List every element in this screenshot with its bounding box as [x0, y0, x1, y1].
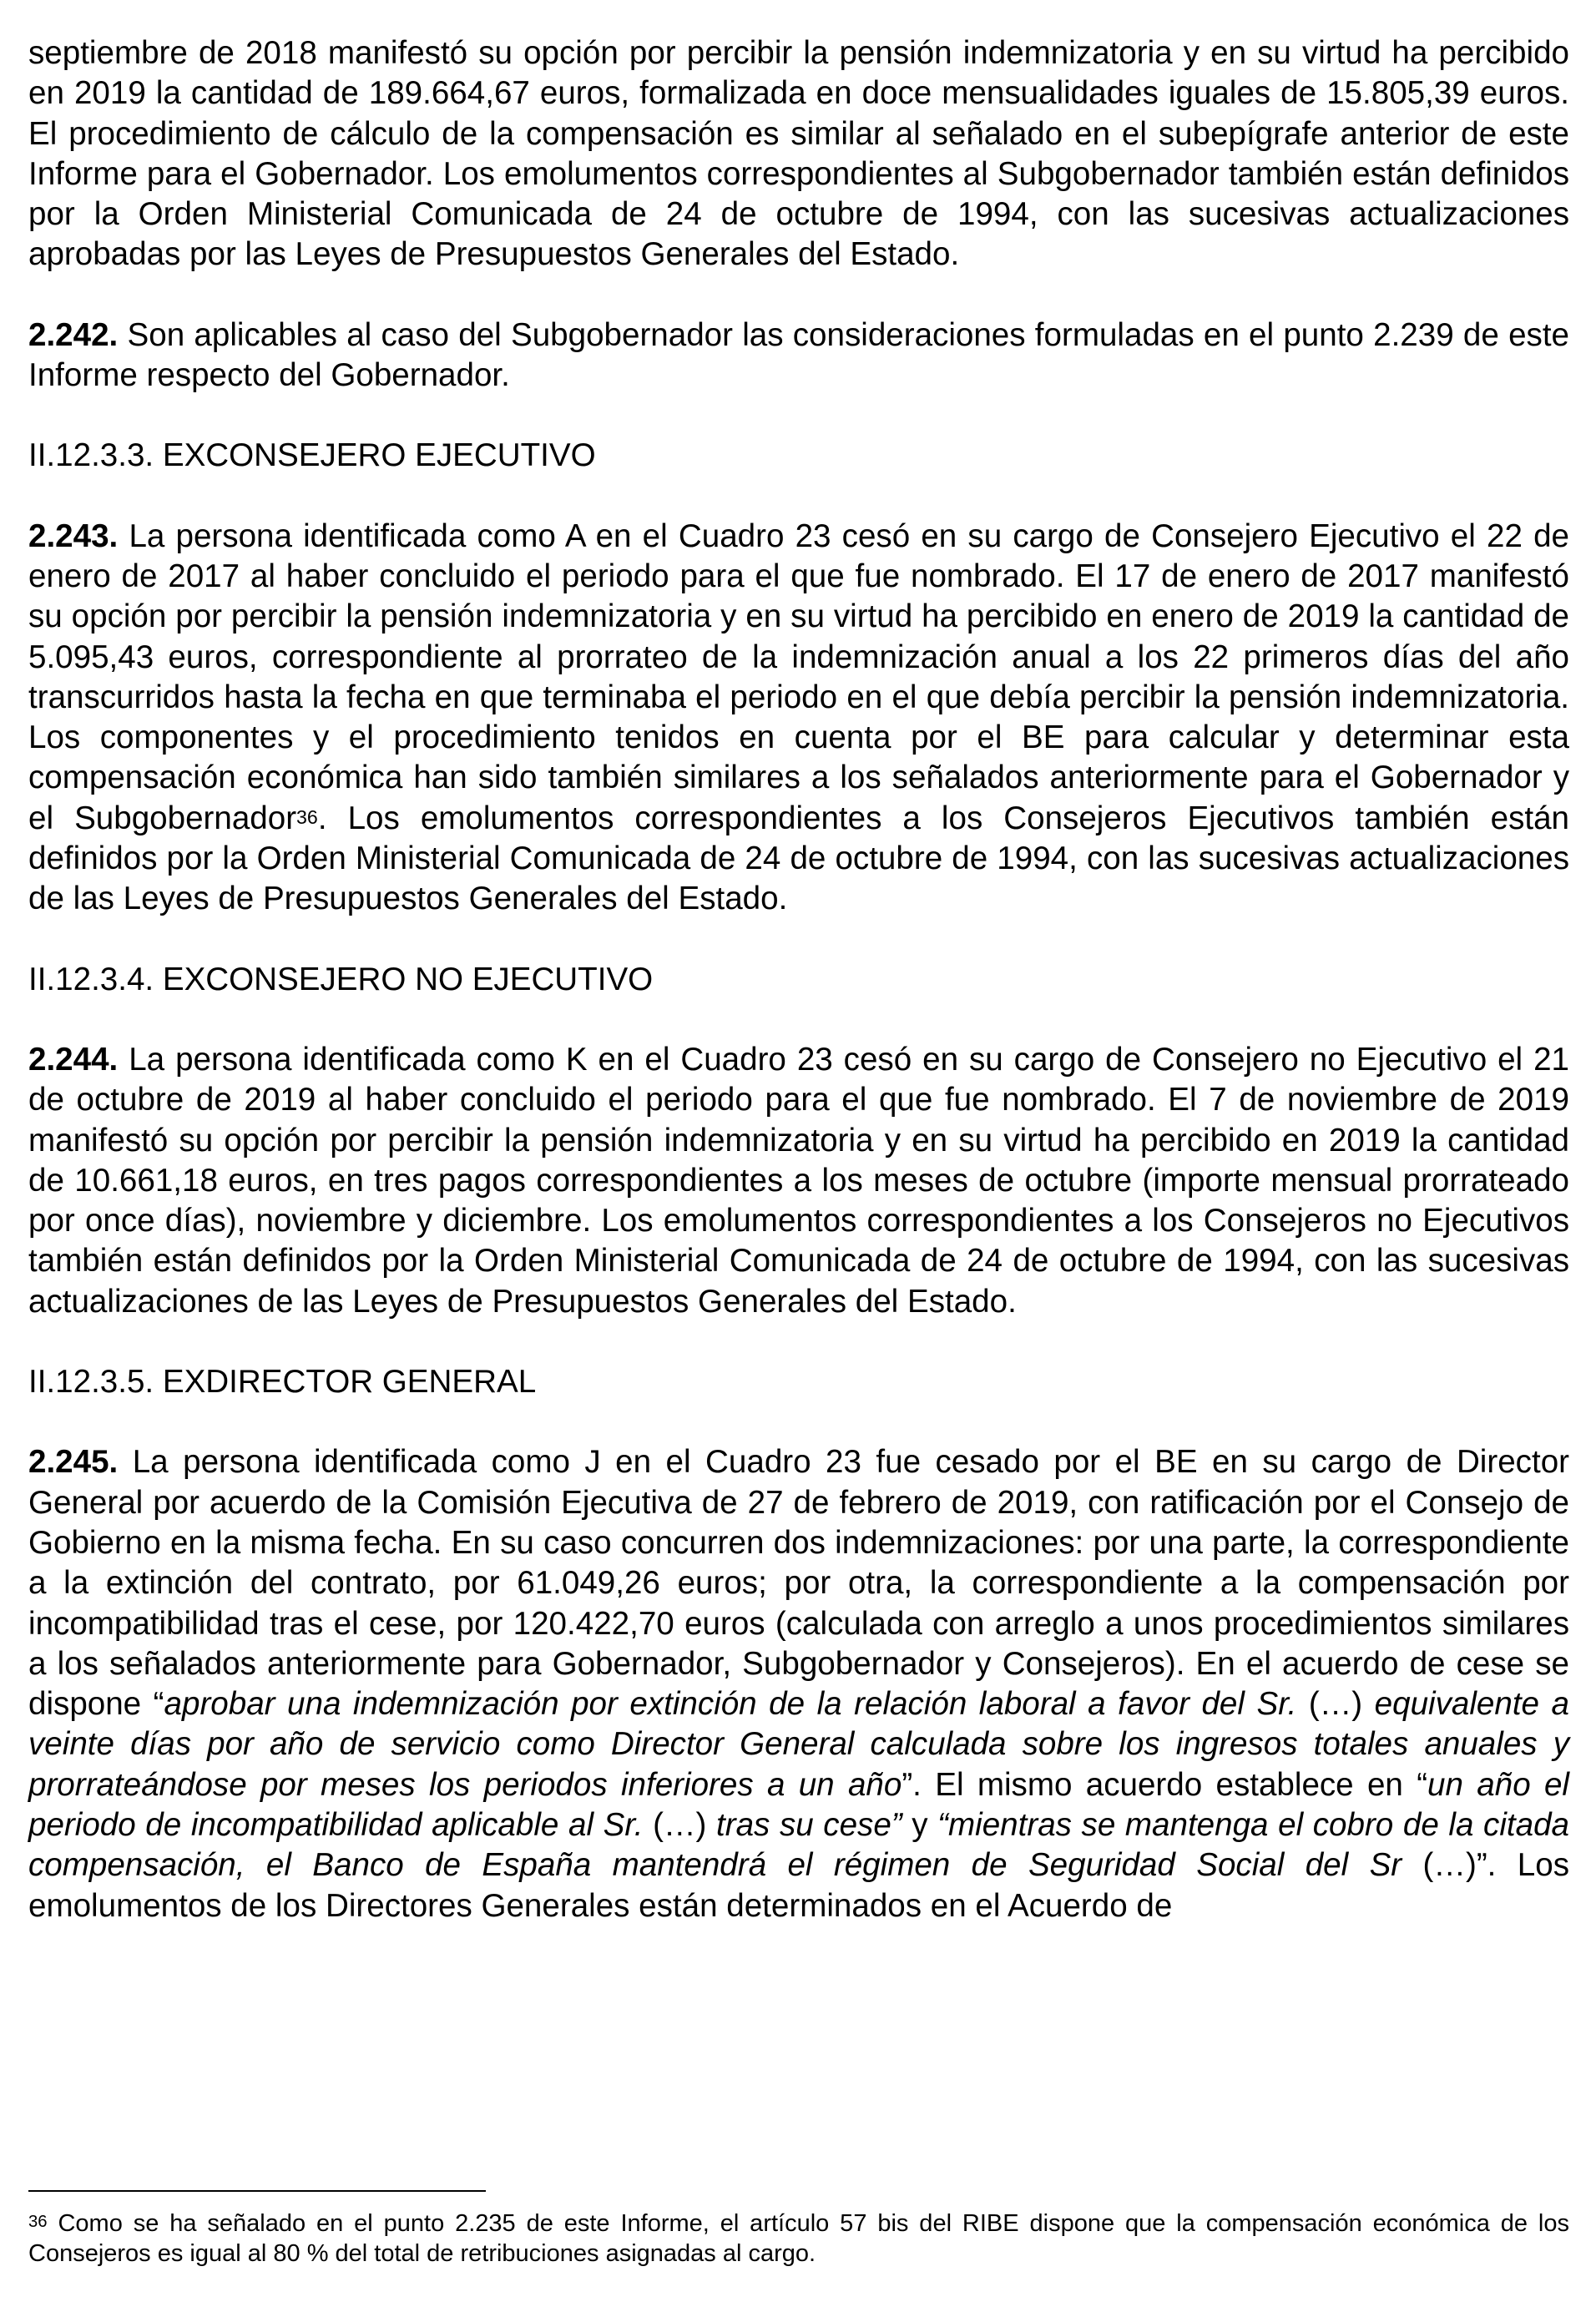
footnote-number: 36: [28, 2212, 48, 2231]
paragraph-text: y: [902, 1806, 938, 1843]
paragraph-text: (…): [643, 1806, 717, 1843]
section-heading-ii-12-3-5: II.12.3.5. EXDIRECTOR GENERAL: [28, 1364, 537, 1401]
paragraph-text: (…): [1296, 1686, 1375, 1723]
paragraph-2-244: [28, 1040, 1569, 1322]
paragraph-text: (…)”. Los emolumentos de los Directores Generales están determinados en el Acuerdo de: [28, 1847, 1569, 1924]
paragraph-2-242: [28, 315, 1569, 396]
paragraph-number: 2.243.: [28, 517, 119, 554]
quoted-text: tras su cese”: [716, 1806, 902, 1843]
paragraph-number: 2.245.: [28, 1444, 119, 1481]
paragraph-text: La persona identificada como K en el Cuadro 23 cesó en su cargo de Consejero no Ejecutivo el 21 de octubre de 2019 al haber concluido el periodo para el que fue nombrado. El 7 de noviembre de 2019 manifestó su opción por percibir la pensión indemnizatoria y en su virtud ha percibido en 2019 la cantidad de 10.661,18 euros, en tres pagos correspondientes a los meses de octubre (importe mensual prorrateado por once días), noviembre y diciembre. Los emolumentos correspondientes a los Consejeros no Ejecutivos también están definidos por la Orden Ministerial Comunicada de 24 de octubre de 1994, con las sucesivas actualizaciones de las Leyes de Presupuestos Generales del Estado.: [28, 1041, 1569, 1320]
paragraph-number: 2.242.: [28, 316, 119, 353]
paragraph-number: 2.244.: [28, 1041, 119, 1078]
section-heading-ii-12-3-4: II.12.3.4. EXCONSEJERO NO EJECUTIVO: [28, 961, 654, 997]
quoted-text: “mientras se mantenga el cobro de la citada compensación, el Banco de España mantendrá el régimen de Seguridad Social del Sr: [28, 1806, 1569, 1884]
footnote-36: [28, 2208, 1569, 2269]
paragraph-text: La persona identificada como J en el Cuadro 23 fue cesado por el BE en su cargo de Director General por acuerdo de la Comisión Ejecutiva de 27 de febrero de 2019, con ratificación por el Consejo de Gobierno en la misma fecha. En su caso concurren dos indemnizaciones: por una parte, la correspondiente a la extinción del contrato, por 61.049,26 euros; por otra, la correspondiente a la compensación por incompatibilidad tras el cese, por 120.422,70 euros (calculada con arreglo a unos procedimientos similares a los señalados anteriormente para Gobernador, Subgobernador y Consejeros). En el acuerdo de cese se dispone “: [28, 1444, 1569, 1723]
section-heading-ii-12-3-3: II.12.3.3. EXCONSEJERO EJECUTIVO: [28, 437, 596, 474]
paragraph-text: Son aplicables al caso del Subgobernador las consideraciones formuladas en el punto 2.239 de este Informe respecto del Gobernador.: [28, 316, 1569, 394]
quoted-text: equivalente a veinte días por año de servicio como Director General calculada sobre los ingresos totales anuales y prorrateándose por meses los periodos inferiores a un año: [28, 1686, 1569, 1803]
paragraph-2-243: [28, 517, 1569, 920]
document-body: [28, 33, 1569, 1926]
footnote-text: Como se ha señalado en el punto 2.235 de este Informe, el artículo 57 bis del RIBE dispone que la compensación económica de los Consejeros es igual al 80 % del total de retribuciones asignadas al cargo.: [28, 2210, 1569, 2267]
paragraph-text: ”. El mismo acuerdo establece en “: [902, 1766, 1428, 1803]
paragraph-text-continued: . Los emolumentos correspondientes a los Consejeros Ejecutivos también están definidos por la Orden Ministerial Comunicada de 24 de octubre de 1994, con las sucesivas actualizaciones de las Leyes de Presupuestos Generales del Estado.: [28, 800, 1569, 917]
paragraph-2-245: [28, 1442, 1569, 1926]
footnote-separator: [28, 2190, 486, 2192]
paragraph-continuation: septiembre de 2018 manifestó su opción por percibir la pensión indemnizatoria y en su virtud ha percibido en 2019 la cantidad de 189.664,67 euros, formalizada en doce mensualidades iguales de 15.805,39 euros. El procedimiento de cálculo de la compensación es similar al señalado en el subepígrafe anterior de este Informe para el Gobernador. Los emolumentos correspondientes al Subgobernador también están definidos por la Orden Ministerial Comunicada de 24 de octubre de 1994, con las sucesivas actualizaciones aprobadas por las Leyes de Presupuestos Generales del Estado.: [28, 35, 1569, 273]
quoted-text: un año el periodo de incompatibilidad aplicable al Sr.: [28, 1766, 1569, 1843]
quoted-text: aprobar una indemnización por extinción de la relación laboral a favor del Sr.: [164, 1686, 1297, 1723]
paragraph-text: La persona identificada como A en el Cuadro 23 cesó en su cargo de Consejero Ejecutivo el 22 de enero de 2017 al haber concluido el periodo para el que fue nombrado. El 17 de enero de 2017 manifestó su opción por percibir la pensión indemnizatoria y en su virtud ha percibido en enero de 2019 la cantidad de 5.095,43 euros, correspondiente al prorrateo de la indemnización anual a los 22 primeros días del año transcurridos hasta la fecha en que terminaba el periodo en el que debía percibir la pensión indemnizatoria. Los componentes y el procedimiento tenidos en cuenta por el BE para calcular y determinar esta compensación económica han sido también similares a los señalados anteriormente para el Gobernador y el Subgobernador: [28, 517, 1569, 836]
footnote-reference[interactable]: 36: [296, 805, 318, 828]
